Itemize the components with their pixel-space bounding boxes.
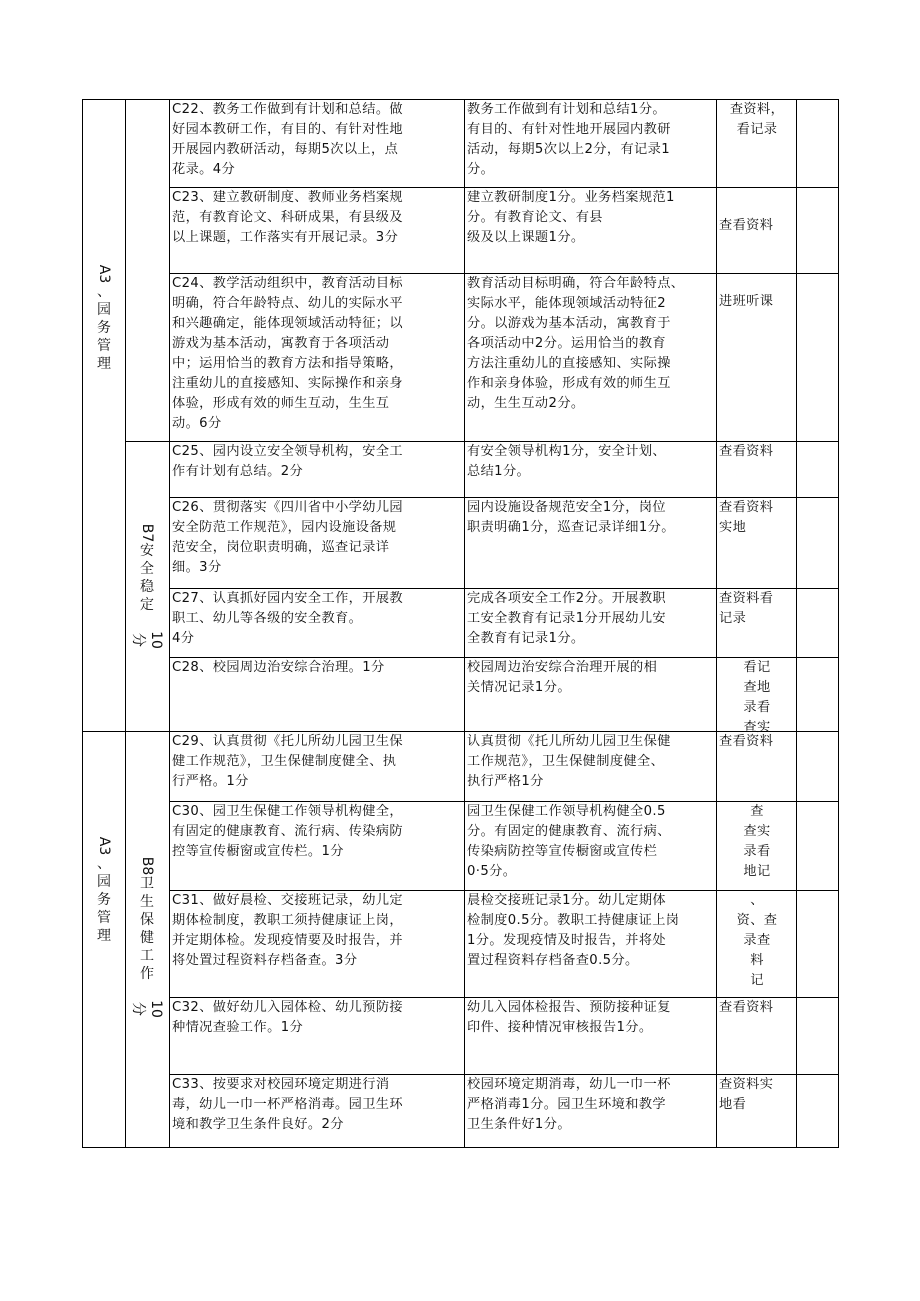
a-label-2: [93, 837, 115, 945]
standard-cell-line: 职工、幼儿等各级的安全教育。: [172, 611, 363, 626]
standard-cell: [172, 442, 462, 482]
standard-cell-line: 将处置过程资料存档备查。3分: [172, 953, 358, 968]
criteria-cell-line: 检制度0.5分。教职工持健康证上岗: [467, 913, 680, 928]
method-cell-line: 录看: [743, 700, 771, 715]
standard-cell-line: 境和教学卫生条件良好。2分: [172, 1117, 344, 1132]
criteria-cell-line: 校园环境定期消毒，幼儿一巾一杯: [467, 1077, 671, 1092]
method-cell: [719, 292, 795, 312]
standard-cell-line: C30、园卫生保健工作领导机构健全，: [172, 804, 403, 819]
standard-cell-line: 行严格。1分: [172, 774, 249, 789]
a-label-char: 管: [97, 910, 111, 926]
method-cell: [719, 658, 795, 738]
method-cell: [719, 589, 795, 629]
method-cell-line: 实地: [719, 520, 747, 535]
standard-cell-line: 毒，幼儿一巾一杯严格消毒。园卫生环: [172, 1097, 403, 1112]
method-cell-line: 查实: [743, 720, 771, 735]
criteria-cell-line: 分。: [467, 162, 495, 177]
a-label-code: A3: [96, 264, 112, 284]
standard-cell-line: C23、建立教研制度、教师业务档案规: [172, 190, 403, 205]
b-label-char: 全: [140, 561, 154, 577]
b-label-char: 工: [140, 948, 154, 964]
method-cell-line: 料: [750, 953, 764, 968]
standard-cell-line: 安全防范工作规范》，园内设施设备规: [172, 520, 397, 535]
criteria-cell: [467, 998, 714, 1038]
criteria-cell-line: 校园周边治安综合治理开展的相: [467, 660, 658, 675]
criteria-cell-line: 完成各项安全工作2分。开展教职: [467, 591, 667, 606]
criteria-cell-line: 园内设施设备规范安全1分，岗位: [467, 500, 667, 515]
method-cell: [719, 802, 795, 882]
criteria-cell: [467, 498, 714, 538]
b-label-char: 卫: [140, 876, 154, 892]
standard-cell-line: 好园本教研工作，有目的、有针对性地: [172, 122, 403, 137]
criteria-cell-line: 执行严格1分: [467, 774, 544, 789]
column-divider: [464, 99, 465, 1148]
standard-cell-line: C24、教学活动组织中，教育活动目标: [172, 276, 403, 291]
criteria-cell-line: 全教育有记录1分。: [467, 631, 585, 646]
method-cell-line: 查资料，: [729, 102, 785, 117]
method-cell: [719, 998, 795, 1018]
standard-cell-line: 作有计划有总结。2分: [172, 464, 304, 479]
method-cell-line: 查看资料: [719, 1000, 774, 1015]
criteria-cell-line: 传染病防控等宣传橱窗或宣传栏: [467, 844, 658, 859]
column-divider: [169, 99, 170, 1148]
standard-cell-line: 有固定的健康教育、流行病、传染病防: [172, 824, 403, 839]
method-cell-line: 查: [750, 804, 764, 819]
method-cell-line: 看记录: [736, 122, 778, 137]
standard-cell: [172, 274, 462, 434]
method-cell-line: 记: [750, 973, 764, 988]
standard-cell: [172, 100, 462, 180]
criteria-cell-line: 晨检交接班记录1分。幼儿定期体: [467, 893, 667, 908]
criteria-cell-line: 园卫生保健工作领导机构健全0.5: [467, 804, 666, 819]
criteria-cell-line: 工作规范》，卫生保健制度健全、: [467, 754, 665, 769]
table-right-border: [838, 99, 839, 1148]
standard-cell: [172, 188, 462, 248]
method-cell-line: 地看: [719, 1097, 747, 1112]
method-cell: [719, 442, 795, 462]
a-label-char: 园: [97, 302, 111, 318]
criteria-cell: [467, 188, 714, 248]
standard-cell-line: 以上课题，工作落实有开展记录。3分: [172, 230, 399, 245]
method-cell-line: 、: [750, 893, 764, 908]
table-left-border: [82, 99, 83, 1148]
b-label-code: B8: [139, 856, 155, 876]
standard-cell-line: 4分: [172, 631, 195, 646]
standard-cell: [172, 802, 462, 862]
standard-cell-line: 明确，符合年龄特点、幼儿的实际水平: [172, 296, 403, 311]
criteria-cell: [467, 442, 714, 482]
method-cell: [719, 216, 795, 236]
method-cell-line: 查看资料: [719, 734, 774, 749]
standard-cell-line: 细。3分: [172, 560, 222, 575]
b-label-char: 保: [140, 912, 154, 928]
a-label-char: 务: [97, 892, 111, 908]
b-label-b8: [130, 856, 164, 1027]
criteria-cell: [467, 1075, 714, 1135]
criteria-cell-line: 0·5分。: [467, 864, 517, 879]
evaluation-table: [82, 99, 839, 1148]
criteria-cell-line: 置过程资料存档备查0.5分。: [467, 953, 639, 968]
criteria-cell-line: 活动，每期5次以上2分，有记录1: [467, 142, 671, 157]
criteria-cell-line: 认真贯彻《托儿所幼儿园卫生保健: [467, 734, 671, 749]
a-label-1: [93, 265, 115, 373]
standard-cell: [172, 891, 462, 971]
method-cell-line: 查实: [743, 824, 771, 839]
criteria-cell-line: 方法注重幼儿的直接感知、实际操: [467, 356, 671, 371]
standard-cell-line: C27、认真抓好园内安全工作，开展教: [172, 591, 403, 606]
b-label-b7: [130, 523, 164, 658]
criteria-cell-line: 分。以游戏为基本活动，寓教育于: [467, 316, 671, 331]
table-bottom-border: [82, 1147, 839, 1148]
standard-cell-line: 并定期体检。发现疫情要及时报告，并: [172, 933, 403, 948]
method-cell-line: 看记: [743, 660, 771, 675]
standard-cell: [172, 658, 462, 678]
method-cell-line: 查看资料: [719, 218, 774, 233]
standard-cell-line: C22、教务工作做到有计划和总结。做: [172, 102, 403, 117]
criteria-cell-line: 分。有教育论文、有县: [467, 210, 603, 225]
method-cell-line: 查看资料: [719, 444, 774, 459]
b-label-char: 作: [140, 966, 154, 982]
criteria-cell: [467, 732, 714, 792]
criteria-cell-line: 工安全教育有记录1分开展幼儿安: [467, 611, 667, 626]
criteria-cell: [467, 891, 714, 971]
criteria-cell-line: 有安全领导机构1分，安全计划、: [467, 444, 667, 459]
method-cell-line: 查资料实: [719, 1077, 774, 1092]
criteria-cell-line: 关情况记录1分。: [467, 680, 571, 695]
criteria-cell-line: 动，生生互动2分。: [467, 396, 585, 411]
standard-cell-line: 健工作规范》，卫生保健制度健全、执: [172, 754, 397, 769]
a-label-char: 理: [97, 356, 111, 372]
b-label-score: 10分: [130, 631, 164, 649]
standard-cell-line: C25、园内设立安全领导机构，安全工: [172, 444, 403, 459]
standard-cell: [172, 998, 462, 1038]
method-cell-line: 记录: [719, 611, 747, 626]
method-cell-line: 录查: [743, 933, 771, 948]
standard-cell: [172, 589, 462, 649]
method-cell: [719, 732, 795, 752]
standard-cell-line: 动。6分: [172, 416, 222, 431]
criteria-cell-line: 各项活动中2分。运用恰当的教育: [467, 336, 667, 351]
standard-cell-line: 范安全，岗位职责明确，巡查记录详: [172, 540, 390, 555]
method-cell-line: 进班听课: [719, 294, 774, 309]
method-cell-line: 地记: [743, 864, 771, 879]
b-label-char: 稳: [140, 579, 154, 595]
method-cell-line: 查资料看: [719, 591, 774, 606]
criteria-cell-line: 印件、接种情况审核报告1分。: [467, 1020, 653, 1035]
criteria-cell-line: 有目的、有针对性地开展园内教研: [467, 122, 671, 137]
standard-cell: [172, 732, 462, 792]
standard-cell-line: 游戏为基本活动，寓教育于各项活动: [172, 336, 390, 351]
column-divider: [125, 99, 126, 1148]
a-label-char: 园: [97, 874, 111, 890]
standard-cell-line: 和兴趣确定，能体现领域活动特征；以: [172, 316, 403, 331]
standard-cell-line: 控等宣传橱窗或宣传栏。1分: [172, 844, 344, 859]
b-label-code: B7: [139, 523, 155, 543]
a-label-sep: 、: [97, 856, 111, 872]
standard-cell-line: C31、做好晨检、交接班记录，幼儿定: [172, 893, 403, 908]
b-label-char: 安: [140, 543, 154, 559]
criteria-cell-line: 职责明确1分，巡查记录详细1分。: [467, 520, 675, 535]
method-cell: [719, 498, 795, 538]
criteria-cell-line: 严格消毒1分。园卫生环境和教学: [467, 1097, 667, 1112]
standard-cell-line: 种情况查验工作。1分: [172, 1020, 304, 1035]
b-label-score: 10分: [130, 1000, 164, 1018]
criteria-cell-line: 教育活动目标明确，符合年龄特点、: [467, 276, 685, 291]
standard-cell-line: 范，有教育论文、科研成果，有县级及: [172, 210, 403, 225]
standard-cell-line: C26、贯彻落实《四川省中小学幼儿园: [172, 500, 403, 515]
standard-cell-line: C32、做好幼儿入园体检、幼儿预防接: [172, 1000, 403, 1015]
criteria-cell-line: 1分。发现疫情及时报告，并将处: [467, 933, 667, 948]
a-label-char: 管: [97, 338, 111, 354]
b-label-char: 健: [140, 930, 154, 946]
standard-cell-line: C33、按要求对校园环境定期进行消: [172, 1077, 390, 1092]
method-cell-line: 查看资料: [719, 500, 774, 515]
method-cell: [719, 1075, 795, 1115]
method-cell-line: 录看: [743, 844, 771, 859]
standard-cell-line: C29、认真贯彻《托儿所幼儿园卫生保: [172, 734, 403, 749]
standard-cell-line: 花录。4分: [172, 162, 236, 177]
standard-cell-line: 体验，形成有效的师生互动，生生互: [172, 396, 390, 411]
standard-cell-line: 注重幼儿的直接感知、实际操作和亲身: [172, 376, 403, 391]
criteria-cell-line: 幼儿入园体检报告、预防接种证复: [467, 1000, 671, 1015]
b-label-char: 定: [140, 597, 154, 613]
a-label-sep: 、: [97, 284, 111, 300]
standard-cell-line: 期体检制度，教职工须持健康证上岗，: [172, 913, 403, 928]
method-cell: [719, 891, 795, 991]
criteria-cell: [467, 274, 714, 414]
standard-cell: [172, 1075, 462, 1135]
criteria-cell: [467, 658, 714, 698]
method-cell-line: 查地: [743, 680, 771, 695]
criteria-cell-line: 作和亲身体验，形成有效的师生互: [467, 376, 671, 391]
criteria-cell: [467, 100, 714, 180]
a-label-char: 理: [97, 928, 111, 944]
method-cell-line: 资、查: [736, 913, 778, 928]
b-label-char: 生: [140, 894, 154, 910]
column-divider: [796, 99, 797, 1148]
a-label-char: 务: [97, 320, 111, 336]
criteria-cell-line: 建立教研制度1分。业务档案规范1: [467, 190, 675, 205]
criteria-cell-line: 级及以上课题1分。: [467, 230, 585, 245]
criteria-cell-line: 实际水平，能体现领域活动特征2: [467, 296, 667, 311]
method-cell: [719, 100, 795, 140]
criteria-cell: [467, 802, 714, 882]
standard-cell-line: C28、校园周边治安综合治理。1分: [172, 660, 385, 675]
criteria-cell: [467, 589, 714, 649]
criteria-cell-line: 分。有固定的健康教育、流行病、: [467, 824, 671, 839]
column-divider: [716, 99, 717, 1148]
criteria-cell-line: 教务工作做到有计划和总结1分。: [467, 102, 667, 117]
a-label-code: A3: [96, 836, 112, 856]
standard-cell-line: 开展园内教研活动，每期5次以上，点: [172, 142, 399, 157]
criteria-cell-line: 总结1分。: [467, 464, 531, 479]
standard-cell-line: 中；运用恰当的教育方法和指导策略，: [172, 356, 403, 371]
criteria-cell-line: 卫生条件好1分。: [467, 1117, 571, 1132]
standard-cell: [172, 498, 462, 578]
